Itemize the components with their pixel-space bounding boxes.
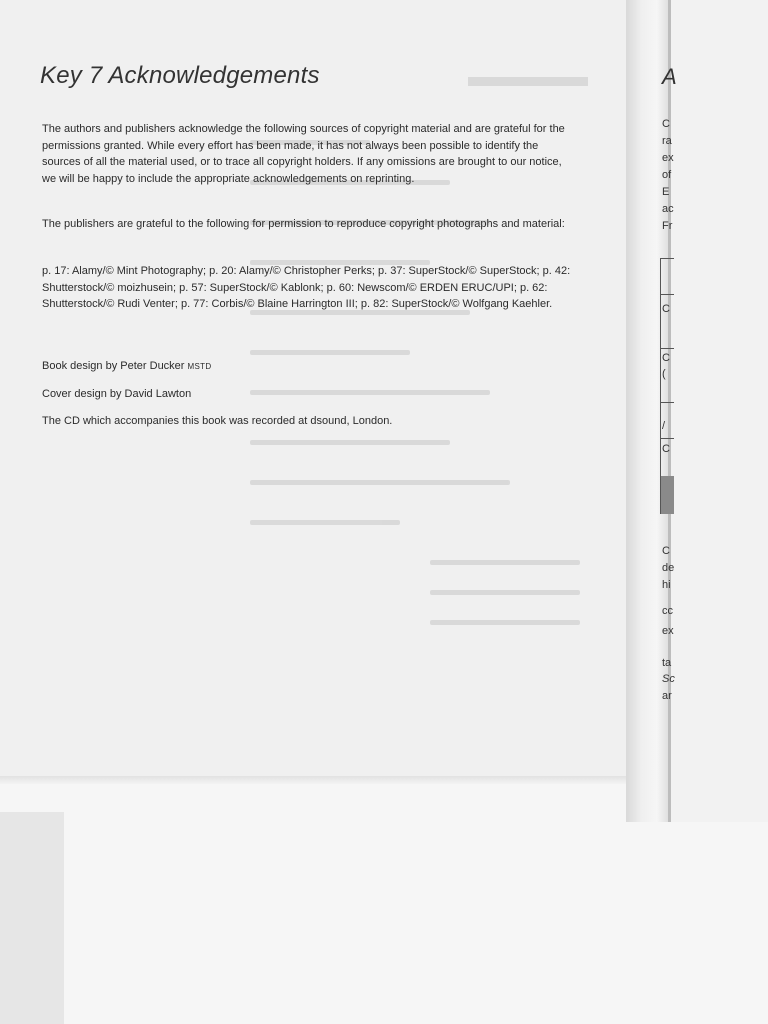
facing-page: [671, 0, 768, 822]
facing-text-fragment: hi: [662, 579, 671, 591]
facing-box-fragment: (: [662, 368, 666, 380]
book-design-credit: [42, 360, 211, 372]
facing-page-table-fragment: [660, 258, 674, 514]
cover-design-credit: Cover design by David Lawton: [42, 388, 192, 400]
facing-box-fragment: C: [662, 443, 670, 455]
book-design-text: Book design by Peter Ducker: [42, 360, 185, 372]
facing-heading-fragment: A: [662, 64, 677, 89]
scanner-shadow: [0, 812, 64, 1024]
facing-box-fragment: C: [662, 352, 670, 364]
facing-text-fragment: C: [662, 545, 670, 557]
facing-text-fragment: ex: [662, 152, 674, 164]
facing-text-fragment: Sc: [662, 673, 675, 685]
cd-recording-note: The CD which accompanies this book was recorded at dsound, London.: [42, 415, 393, 427]
acknowledgement-paragraph: The authors and publishers acknowledge the following sources of copyright material and are grateful for the permissions granted. While every effort has been made, it has not always been possible to identify the sources of all the material used, or to trace all copyright holders. If any omissions are brought to our notice, we will be happy to include the appropriate acknowledgements on reprinting.: [42, 123, 565, 186]
photo-credits-paragraph: p. 17: Alamy/© Mint Photography; p. 20: Alamy/© Christopher Perks; p. 37: SuperStock/© SuperStock; p. 42: Shutterstock/© moizhusein; p. 57: SuperStock/© Kablonk; p. 60: Newscom/© ERDEN ERUC/UPI; p. 62: Shutterstock/© Rudi Venter; p. 77: Corbis/© Blaine Harrington III; p. 82: SuperStock/© Wolfgang Kaehler.: [42, 265, 571, 311]
facing-text-fragment: ta: [662, 657, 672, 669]
facing-text-fragment: ra: [662, 135, 672, 147]
facing-text-fragment: ex: [662, 625, 674, 637]
permissions-paragraph: The publishers are grateful to the following for permission to reproduce copyright photographs and material:: [42, 218, 565, 230]
facing-box-fragment: /: [662, 420, 666, 432]
page-title: Key 7 Acknowledgements: [40, 62, 320, 89]
show-through-title-shape: ▬▬▬▬: [468, 60, 588, 93]
facing-text-fragment: Fr: [662, 220, 673, 232]
facing-text-fragment: cc: [662, 605, 673, 617]
facing-text-fragment: of: [662, 169, 672, 181]
book-design-suffix: MSTD: [187, 362, 212, 371]
facing-box-fragment: C: [662, 303, 670, 315]
facing-text-fragment: C: [662, 118, 670, 130]
facing-text-fragment: ar: [662, 690, 672, 702]
facing-text-fragment: ac: [662, 203, 674, 215]
page-edge: [0, 776, 628, 784]
facing-text-fragment: de: [662, 562, 675, 574]
facing-text-fragment: E: [662, 186, 670, 198]
